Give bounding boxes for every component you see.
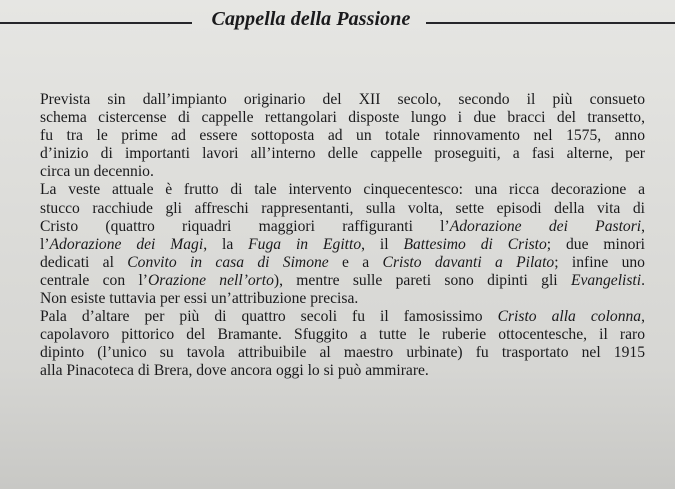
text-segment: Prevista sin dall’impianto originario del XII secolo, secondo il più consueto: [40, 91, 645, 108]
text-line: [40, 127, 645, 145]
text-segment: Pala d’altare per più di quattro secoli fu il famosissimo: [40, 308, 498, 326]
italic-title: Convito in casa di Simone: [127, 253, 329, 271]
text-segment: e a: [328, 253, 383, 271]
text-segment: d’inizio di importanti lavori all’interno delle cappelle proseguiti, a fasi alterne, per: [40, 145, 645, 163]
text-segment: circa un decennio.: [40, 163, 154, 181]
text-line: [40, 254, 645, 272]
text-segment: Non esiste tuttavia per essi un’attribuzione precisa.: [40, 290, 359, 308]
italic-title: Cristo alla colonna: [497, 308, 642, 326]
text-segment: , il: [361, 235, 404, 253]
text-segment: l’: [40, 235, 50, 253]
text-line: [40, 272, 645, 290]
text-line: [40, 181, 645, 199]
text-line: [40, 344, 645, 362]
text-segment: ,: [641, 217, 646, 235]
text-line: [40, 109, 645, 127]
text-line: [40, 91, 645, 109]
text-segment: capolavoro pittorico del Bramante. Sfuggito a tutte le ruberie ottocentesche, il raro: [40, 326, 645, 344]
text-segment: schema cistercense di cappelle rettangolari disposte lungo i due bracci del transetto,: [40, 109, 645, 127]
text-line: [40, 308, 645, 326]
text-segment: , la: [203, 235, 249, 253]
text-line: [40, 236, 645, 254]
text-line: [40, 290, 645, 308]
title-row: [0, 6, 675, 38]
text-line: [40, 362, 645, 380]
text-segment: dipinto (l’unico su tavola attribuibile al maestro urbinate) fu trasportato nel 1915: [40, 344, 645, 362]
text-segment: centrale con l’: [40, 271, 148, 289]
text-segment: ), mentre sulle pareti sono dipinti gli: [273, 271, 571, 289]
italic-title: Evangelisti: [570, 271, 642, 289]
italic-title: Adorazione dei Magi: [49, 235, 204, 253]
title-rule-right: [426, 22, 675, 24]
text-segment: Cristo (quattro riquadri maggiori raffiguranti l’: [40, 217, 450, 235]
italic-title: Fuga in Egitto: [248, 235, 362, 253]
italic-title: Adorazione dei Pastori: [449, 217, 642, 235]
body-text: [40, 91, 645, 381]
text-segment: La veste attuale è frutto di tale intervento cinquecentesco: una ricca decorazione a: [40, 181, 645, 199]
italic-title: Cristo davanti a Pilato: [382, 253, 555, 271]
text-segment: .: [641, 271, 646, 289]
italic-title: Battesimo di Cristo: [403, 235, 547, 253]
page-title: Cappella della Passione: [211, 8, 411, 30]
text-segment: fu tra le prime ad essere sottoposta ad un totale rinnovamento nel 1575, anno: [40, 127, 645, 145]
text-line: [40, 163, 645, 181]
text-segment: ; infine uno: [554, 253, 645, 271]
italic-title: Orazione nell’orto: [147, 271, 274, 289]
text-segment: stucco racchiude gli affreschi rappresentanti, sulla volta, sette episodi della vita di: [40, 199, 645, 217]
text-line: [40, 200, 645, 218]
text-line: [40, 326, 645, 344]
text-line: [40, 218, 645, 236]
text-line: [40, 145, 645, 163]
text-segment: dedicati al: [40, 253, 128, 271]
text-segment: alla Pinacoteca di Brera, dove ancora oggi lo si può ammirare.: [40, 362, 429, 380]
title-rule-left: [0, 22, 192, 24]
text-segment: ,: [641, 308, 646, 326]
text-segment: ; due minori: [546, 235, 646, 253]
